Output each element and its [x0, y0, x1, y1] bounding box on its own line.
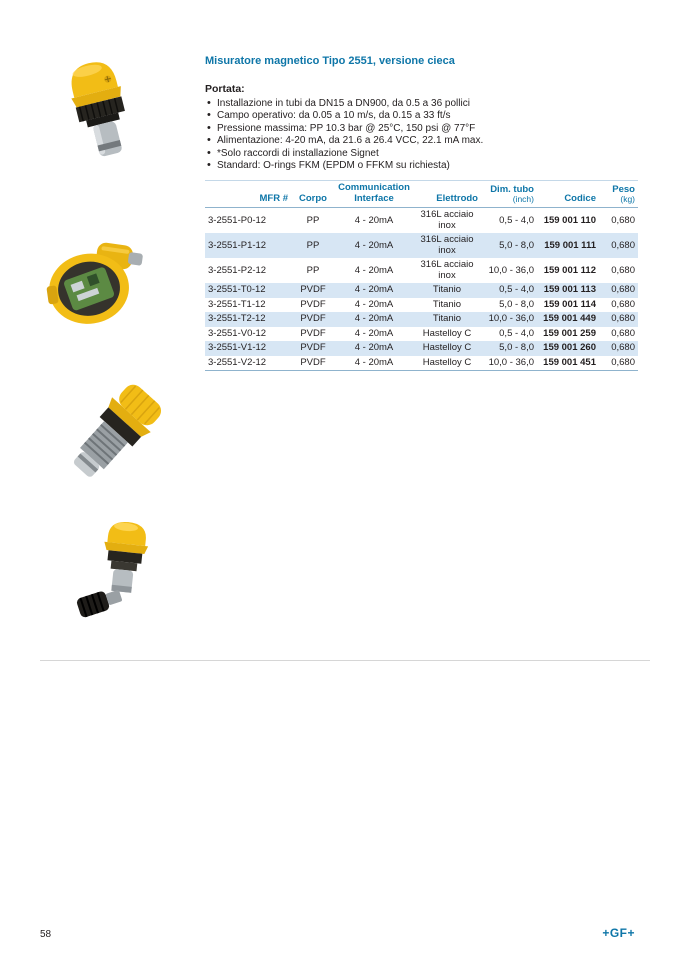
col-header-peso — [599, 181, 638, 208]
product-photo-angled-sensor — [58, 374, 170, 494]
flow-sensor-angled-illustration — [58, 374, 170, 494]
col-header-unit: (kg) — [620, 194, 635, 205]
product-photo-flow-sensor-upright — [52, 56, 147, 166]
cell-peso: 0,680 — [611, 239, 635, 251]
cell-dim-tubo: 10,0 - 36,0 — [488, 264, 534, 276]
cell-codice: 159 001 449 — [543, 313, 596, 325]
table-body — [205, 208, 638, 371]
cell-codice: 159 001 259 — [543, 327, 596, 339]
spec-bullet: • Installazione in tubi da DN15 a DN900, da 0.5 a 36 pollici — [205, 98, 638, 110]
cell-mfr: 3-2551-P1-12 — [208, 239, 267, 251]
cell-peso: 0,680 — [611, 313, 635, 325]
table-row — [205, 258, 638, 283]
cell-codice: 159 001 114 — [543, 298, 596, 310]
flow-sensor-with-fitting-illustration — [70, 516, 165, 626]
table-row — [205, 233, 638, 258]
cell-codice: 159 001 110 — [543, 214, 596, 226]
cell-elettrodo: Titanio — [432, 298, 462, 310]
flow-sensor-upright-illustration — [52, 56, 147, 166]
cell-corpo: PP — [306, 239, 320, 251]
table-row — [205, 327, 638, 342]
cell-peso: 0,680 — [611, 264, 635, 276]
section-heading-portata: Portata: — [205, 83, 245, 95]
cell-peso: 0,680 — [611, 284, 635, 296]
content-column — [205, 55, 638, 371]
cell-dim-tubo: 10,0 - 36,0 — [488, 356, 534, 368]
cell-communication-interface: 4 - 20mA — [354, 284, 394, 296]
cell-codice: 159 001 451 — [543, 356, 596, 368]
table-row — [205, 298, 638, 313]
product-photo-open-cap-pcb — [44, 224, 146, 338]
col-header-label: Elettrodo — [436, 192, 478, 204]
cell-mfr: 3-2551-P0-12 — [208, 214, 267, 226]
product-table — [205, 180, 638, 371]
cell-elettrodo: Titanio — [432, 313, 462, 325]
cell-mfr: 3-2551-T1-12 — [208, 298, 266, 310]
col-header-codice — [537, 181, 599, 208]
table-row — [205, 208, 638, 234]
col-header-elettrodo — [413, 181, 481, 208]
col-header-dim-tubo — [481, 181, 537, 208]
cell-mfr: 3-2551-P2-12 — [208, 264, 267, 276]
cell-mfr: 3-2551-V1-12 — [208, 342, 267, 354]
cell-dim-tubo: 0,5 - 4,0 — [499, 284, 534, 296]
cell-elettrodo: Hastelloy C — [422, 342, 472, 354]
product-photo-sensor-with-fitting — [70, 516, 165, 626]
spec-bullet-list — [205, 98, 638, 172]
cell-dim-tubo: 5,0 - 8,0 — [499, 342, 534, 354]
cell-communication-interface: 4 - 20mA — [354, 239, 394, 251]
cell-corpo: PVDF — [300, 313, 326, 325]
cell-elettrodo: Hastelloy C — [422, 327, 472, 339]
table-header-row — [205, 181, 638, 208]
cell-corpo: PVDF — [300, 327, 326, 339]
flow-sensor-open-cap-illustration — [44, 224, 146, 338]
col-header-label: Corpo — [299, 192, 327, 204]
cell-corpo: PVDF — [300, 342, 326, 354]
cell-elettrodo: Titanio — [432, 284, 462, 296]
divider-line — [40, 660, 650, 661]
col-header-label: Communication Interface — [338, 182, 410, 204]
cell-mfr: 3-2551-V2-12 — [208, 356, 267, 368]
spec-bullet: • *Solo raccordi di installazione Signet — [205, 148, 638, 160]
cell-elettrodo: 316L acciaio inox — [420, 209, 474, 231]
table-row — [205, 341, 638, 356]
cell-dim-tubo: 0,5 - 4,0 — [499, 327, 534, 339]
cell-peso: 0,680 — [611, 298, 635, 310]
cell-peso: 0,680 — [611, 214, 635, 226]
cell-dim-tubo: 10,0 - 36,0 — [488, 313, 534, 325]
cell-peso: 0,680 — [611, 356, 635, 368]
cell-mfr: 3-2551-T0-12 — [208, 284, 266, 296]
cell-dim-tubo: 5,0 - 8,0 — [499, 298, 534, 310]
cell-corpo: PP — [306, 214, 320, 226]
cell-corpo: PVDF — [300, 356, 326, 368]
cell-dim-tubo: 0,5 - 4,0 — [499, 214, 534, 226]
cell-mfr: 3-2551-T2-12 — [208, 313, 266, 325]
cell-corpo: PVDF — [300, 298, 326, 310]
col-header-corpo — [291, 181, 335, 208]
cell-codice: 159 001 111 — [544, 239, 596, 251]
cell-communication-interface: 4 - 20mA — [354, 214, 394, 226]
gf-brand-logo: +GF+ — [602, 926, 635, 940]
cell-dim-tubo: 5,0 - 8,0 — [499, 239, 534, 251]
col-header-mfr — [205, 181, 291, 208]
cell-corpo: PVDF — [300, 284, 326, 296]
page-number: 58 — [40, 929, 52, 940]
cell-mfr: 3-2551-V0-12 — [208, 327, 267, 339]
spec-bullet: • Standard: O-rings FKM (EPDM o FFKM su richiesta) — [205, 160, 638, 172]
cell-peso: 0,680 — [611, 342, 635, 354]
table-row — [205, 312, 638, 327]
cell-elettrodo: Hastelloy C — [422, 356, 472, 368]
spec-bullet: • Alimentazione: 4-20 mA, da 21.6 a 26.4 VCC, 22.1 mA max. — [205, 135, 638, 147]
col-header-communication-interface — [335, 181, 413, 208]
spec-bullet: • Campo operativo: da 0.05 a 10 m/s, da 0.15 a 33 ft/s — [205, 110, 638, 122]
spec-bullet: • Pressione massima: PP 10.3 bar @ 25°C, 150 psi @ 77°F — [205, 123, 638, 135]
cell-elettrodo: 316L acciaio inox — [420, 259, 474, 281]
col-header-unit: (inch) — [512, 194, 534, 205]
cell-codice: 159 001 260 — [543, 342, 596, 354]
cell-codice: 159 001 112 — [543, 264, 596, 276]
page-title: Misuratore magnetico Tipo 2551, versione cieca — [205, 55, 455, 67]
col-header-label: Codice — [564, 192, 596, 204]
cell-communication-interface: 4 - 20mA — [354, 342, 394, 354]
cell-communication-interface: 4 - 20mA — [354, 264, 394, 276]
cell-elettrodo: 316L acciaio inox — [420, 234, 474, 256]
col-header-label: MFR # — [259, 192, 288, 204]
col-header-label: Dim. tubo — [490, 183, 534, 195]
cell-communication-interface: 4 - 20mA — [354, 356, 394, 368]
cell-peso: 0,680 — [611, 327, 635, 339]
cell-corpo: PP — [306, 264, 320, 276]
cell-codice: 159 001 113 — [543, 284, 596, 296]
cell-communication-interface: 4 - 20mA — [354, 298, 394, 310]
cell-communication-interface: 4 - 20mA — [354, 327, 394, 339]
table-row — [205, 283, 638, 298]
cell-communication-interface: 4 - 20mA — [354, 313, 394, 325]
table-row — [205, 356, 638, 371]
col-header-label: Peso — [612, 183, 635, 195]
